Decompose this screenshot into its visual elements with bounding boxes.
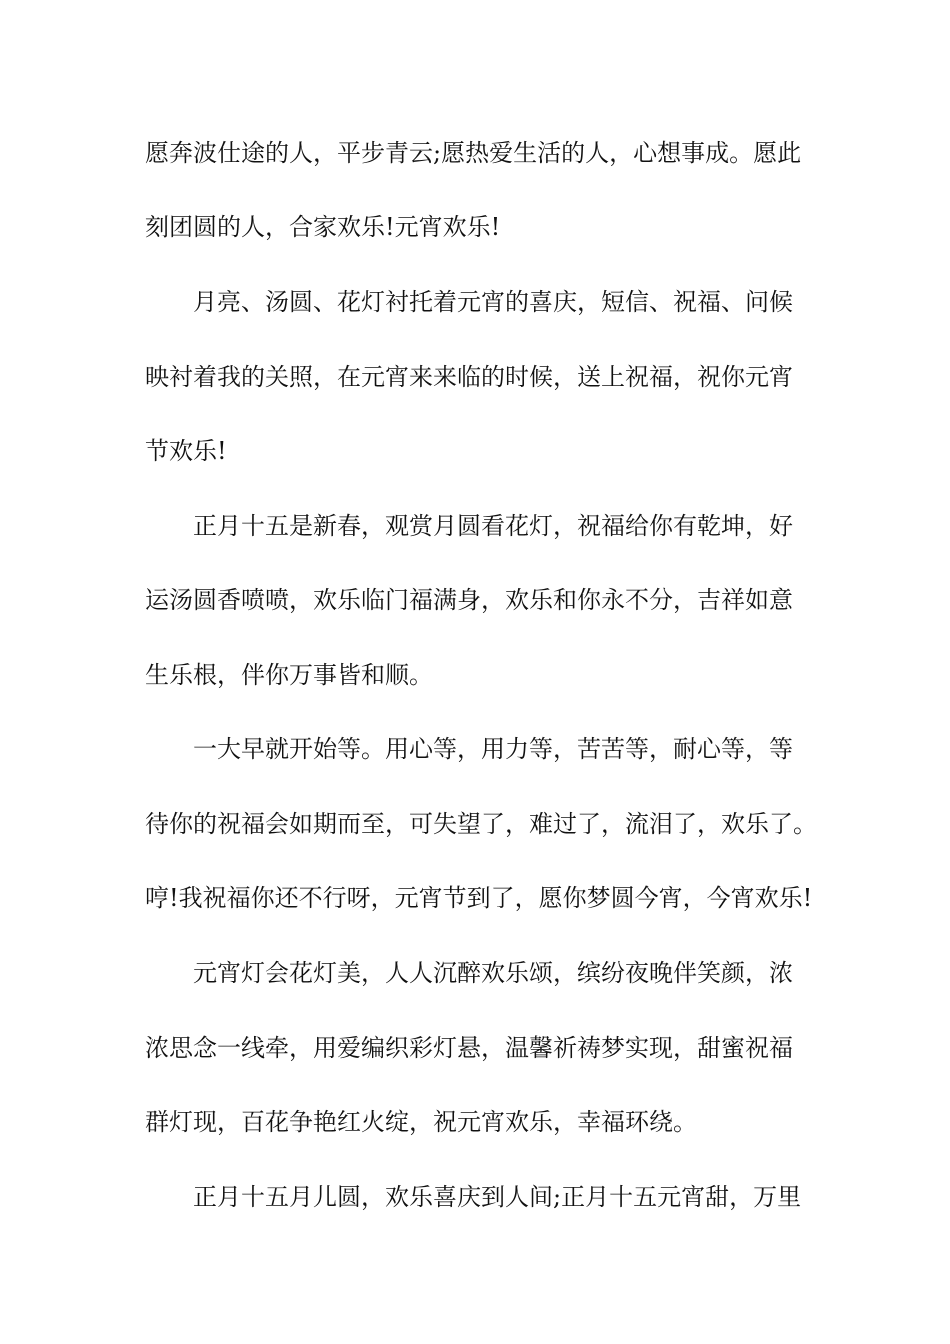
text-line: 映衬着我的关照，在元宵来来临的时候，送上祝福，祝你元宵 (145, 363, 793, 391)
paragraph-start-line: 元宵灯会花灯美，人人沉醉欢乐颂，缤纷夜晚伴笑颜，浓 (193, 959, 793, 987)
paragraph-start-line: 月亮、汤圆、花灯衬托着元宵的喜庆，短信、祝福、问候 (193, 288, 793, 316)
text-line: 愿奔波仕途的人，平步青云;愿热爱生活的人，心想事成。愿此 (145, 139, 802, 167)
text-line: 节欢乐! (145, 437, 227, 465)
text-line: 生乐根，伴你万事皆和顺。 (145, 661, 433, 689)
text-line: 运汤圆香喷喷，欢乐临门福满身，欢乐和你永不分，吉祥如意 (145, 586, 793, 614)
text-line: 浓思念一线牵，用爱编织彩灯悬，温馨祈祷梦实现，甜蜜祝福 (145, 1034, 793, 1062)
paragraph-start-line: 一大早就开始等。用心等，用力等，苦苦等，耐心等，等 (193, 735, 793, 763)
text-line: 哼!我祝福你还不行呀，元宵节到了，愿你梦圆今宵，今宵欢乐! (145, 884, 813, 912)
text-line: 待你的祝福会如期而至，可失望了，难过了，流泪了，欢乐了。 (145, 810, 817, 838)
paragraph-start-line: 正月十五是新春，观赏月圆看花灯，祝福给你有乾坤，好 (193, 512, 793, 540)
text-line: 刻团圆的人，合家欢乐!元宵欢乐! (145, 213, 501, 241)
text-line: 群灯现，百花争艳红火绽，祝元宵欢乐，幸福环绕。 (145, 1108, 697, 1136)
paragraph-start-line: 正月十五月儿圆，欢乐喜庆到人间;正月十五元宵甜，万里 (193, 1183, 802, 1211)
